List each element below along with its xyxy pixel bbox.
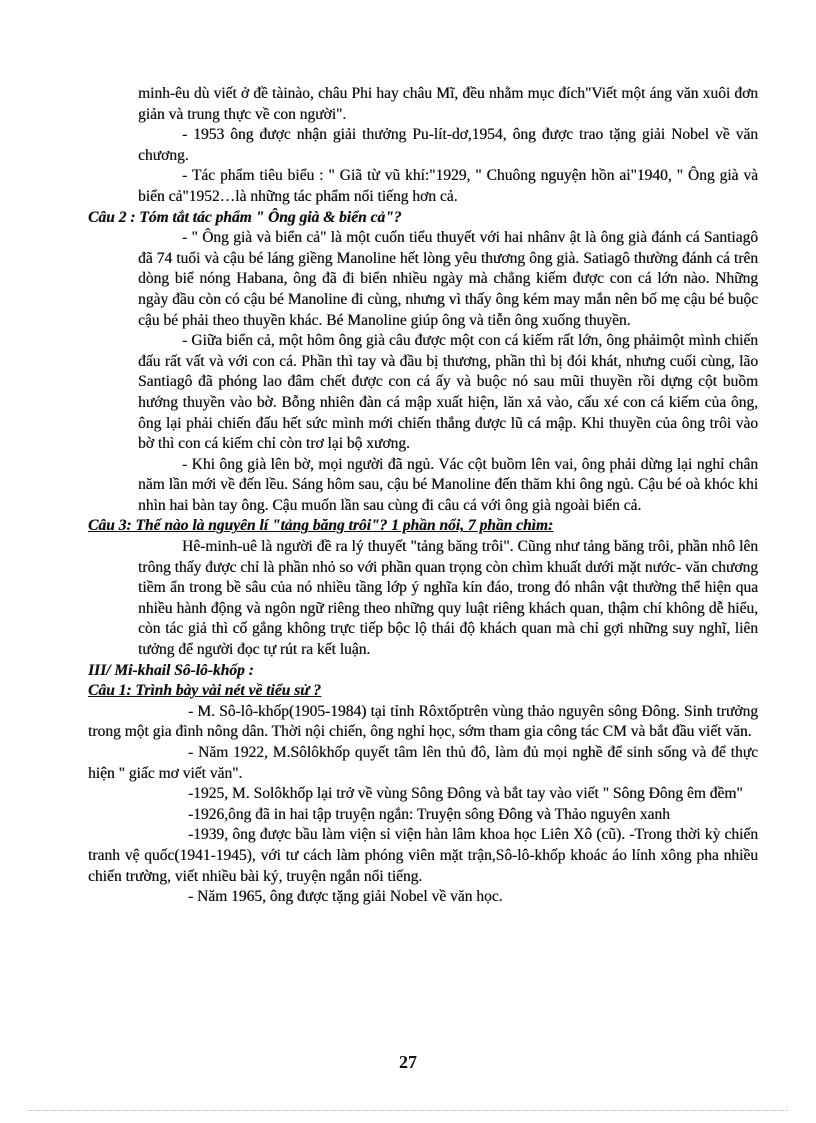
paragraph-1926: -1926,ông đã in hai tập truyện ngắn: Truyện sông Đông và Thảo nguyên xanh bbox=[188, 805, 670, 823]
heading-question-1-text: Câu 1: Trình bày vài nét về tiểu sử ? bbox=[88, 682, 322, 700]
heading-question-3-text: Câu 3: Thế nào là nguyên lí "tảng băng trôi"? 1 phần nổi, 7 phần chìm: bbox=[88, 517, 554, 535]
paragraph-1922: - Năm 1922, M.Sôlôkhốp quyết tâm lên thủ đô, làm đủ mọi nghề để sinh sống và để thực hiện " giấc mơ viết văn". bbox=[88, 744, 758, 782]
paragraph-summary-2: - Giữa biển cả, một hôm ông già câu được một con cá kiếm rất lớn, ông phảimột mình chiến đấu rất vất và với con cá. Phần thì tay và đầu bị thương, phần thì bị đói khát, nhưng cuối cùng, lão Santiagô đã phóng lao đâm chết được con cá ấy và buộc nó sau mũi thuyền rồi dựng cột buồm hướng thuyền vào bờ. Bỗng nhiên đàn cá mập xuất hiện, lăn xả vào, cấu xé con cá kiếm của ông, ông lại phải chiến đấu hết sức mình mới chiến thắng được lũ cá mập. Khi thuyền của ông trôi vào bờ thì con cá kiếm chỉ còn trơ lại bộ xương. bbox=[138, 332, 758, 453]
page-number: 27 bbox=[399, 1052, 417, 1072]
heading-question-2: Câu 2 : Tóm tắt tác phẩm " Ông già & biển cả"? bbox=[88, 208, 402, 226]
heading-question-1 bbox=[88, 681, 758, 702]
paragraph-hemingway-aim: minh-êu dù viết ở đề tàinào, châu Phi hay châu Mĩ, đều nhằm mục đích"Viết một áng văn xuôi đơn giản và trung thực về con người". bbox=[138, 85, 758, 123]
paragraph-1925: -1925, M. Solôkhốp lại trở về vùng Sông Đông và bắt tay vào viết " Sông Đông êm đềm" bbox=[188, 785, 743, 803]
paragraph-iceberg-theory: Hê-minh-uê là người đề ra lý thuyết "tảng băng trôi". Cũng như tảng băng trôi, phần nhô lên trông thấy được chỉ là phần nhỏ so với phần quan trọng còn chìm khuất dưới mặt nước- văn chương tiềm ẩn trong bề sâu của nó nhiều tầng lớp ý nghĩa kín đáo, trong đó nhân vật thường thể hiện qua nhiều hành động và ngôn ngữ riêng theo những quy luật riêng khách quan, thậm chí không dễ hiểu, còn tác giả thì cố gắng không trực tiếp bộc lộ thái độ khách quan mà chỉ gợi những suy nghĩ, liên tưởng để người đọc tự rút ra kết luận. bbox=[138, 538, 758, 659]
paragraph-summary-1: - " Ông già và biển cả" là một cuốn tiểu thuyết với hai nhânv ật là ông già đánh cá Santiagô đã 74 tuổi và cậu bé láng giềng Manoline hết lòng yêu thương ông già. Satiagô thường đánh cá trên dòng biể nóng Habana, ông đã đi biển nhiều ngày mà chẳng kiếm được con cá lớn nào. Những ngày đầu còn có cậu bé Manoline đi cùng, nhưng vì thấy ông kém may mắn nên bố mẹ cậu bé buộc cậu bé phải theo thuyền khác. Bé Manoline giúp ông và tiễn ông xuống thuyền. bbox=[138, 229, 758, 329]
paragraph-major-works: - Tác phẩm tiêu biểu : " Giã từ vũ khí:"1929, " Chuông nguyện hồn ai"1940, " Ông già và biển cả"1952…là những tác phẩm nổi tiếng hơn cả. bbox=[138, 167, 758, 205]
heading-section-3: III/ Mi-khail Sô-lô-khốp : bbox=[88, 661, 254, 679]
heading-question-3 bbox=[88, 516, 758, 537]
page-content bbox=[88, 84, 758, 908]
paragraph-1939: -1939, ông được bầu làm viện sỉ viện hàn lâm khoa học Liên Xô (cũ). -Trong thời kỳ chiến tranh vệ quốc(1941-1945), với tư cách làm phóng viên mặt trận,Sô-lô-khốp khoác áo lính xông pha nhiều chiến trường, viết nhiều bài ký, truyện ngắn nổi tiếng. bbox=[88, 826, 758, 885]
bottom-divider bbox=[28, 1110, 788, 1111]
paragraph-1965: - Năm 1965, ông được tặng giải Nobel về văn học. bbox=[188, 888, 503, 906]
paragraph-summary-3: - Khi ông già lên bờ, mọi người đã ngủ. Vác cột buồm lên vai, ông phải dừng lại nghỉ chân năm lần mới về đến lều. Sáng hôm sau, cậu bé Manoline đến thăm khi ông ngủ. Cậu bé oà khóc khi nhìn hai bàn tay ông. Cậu muốn lần sau cùng đi câu cá với ông già ngoài biển cả. bbox=[138, 455, 758, 514]
paragraph-pulitzer-nobel: - 1953 ông được nhận giải thưởng Pu-lít-dơ,1954, ông được trao tặng giải Nobel về văn chương. bbox=[138, 126, 758, 164]
paragraph-sholokhov-bio: - M. Sô-lô-khốp(1905-1984) tại tỉnh Rôxtốptrên vùng thảo nguyên sông Đông. Sinh trưởng trong một gia đình nông dân. Thời nội chiến, ông nghỉ học, sớm tham gia công tác CM và bắt đầu viết văn. bbox=[88, 702, 758, 741]
